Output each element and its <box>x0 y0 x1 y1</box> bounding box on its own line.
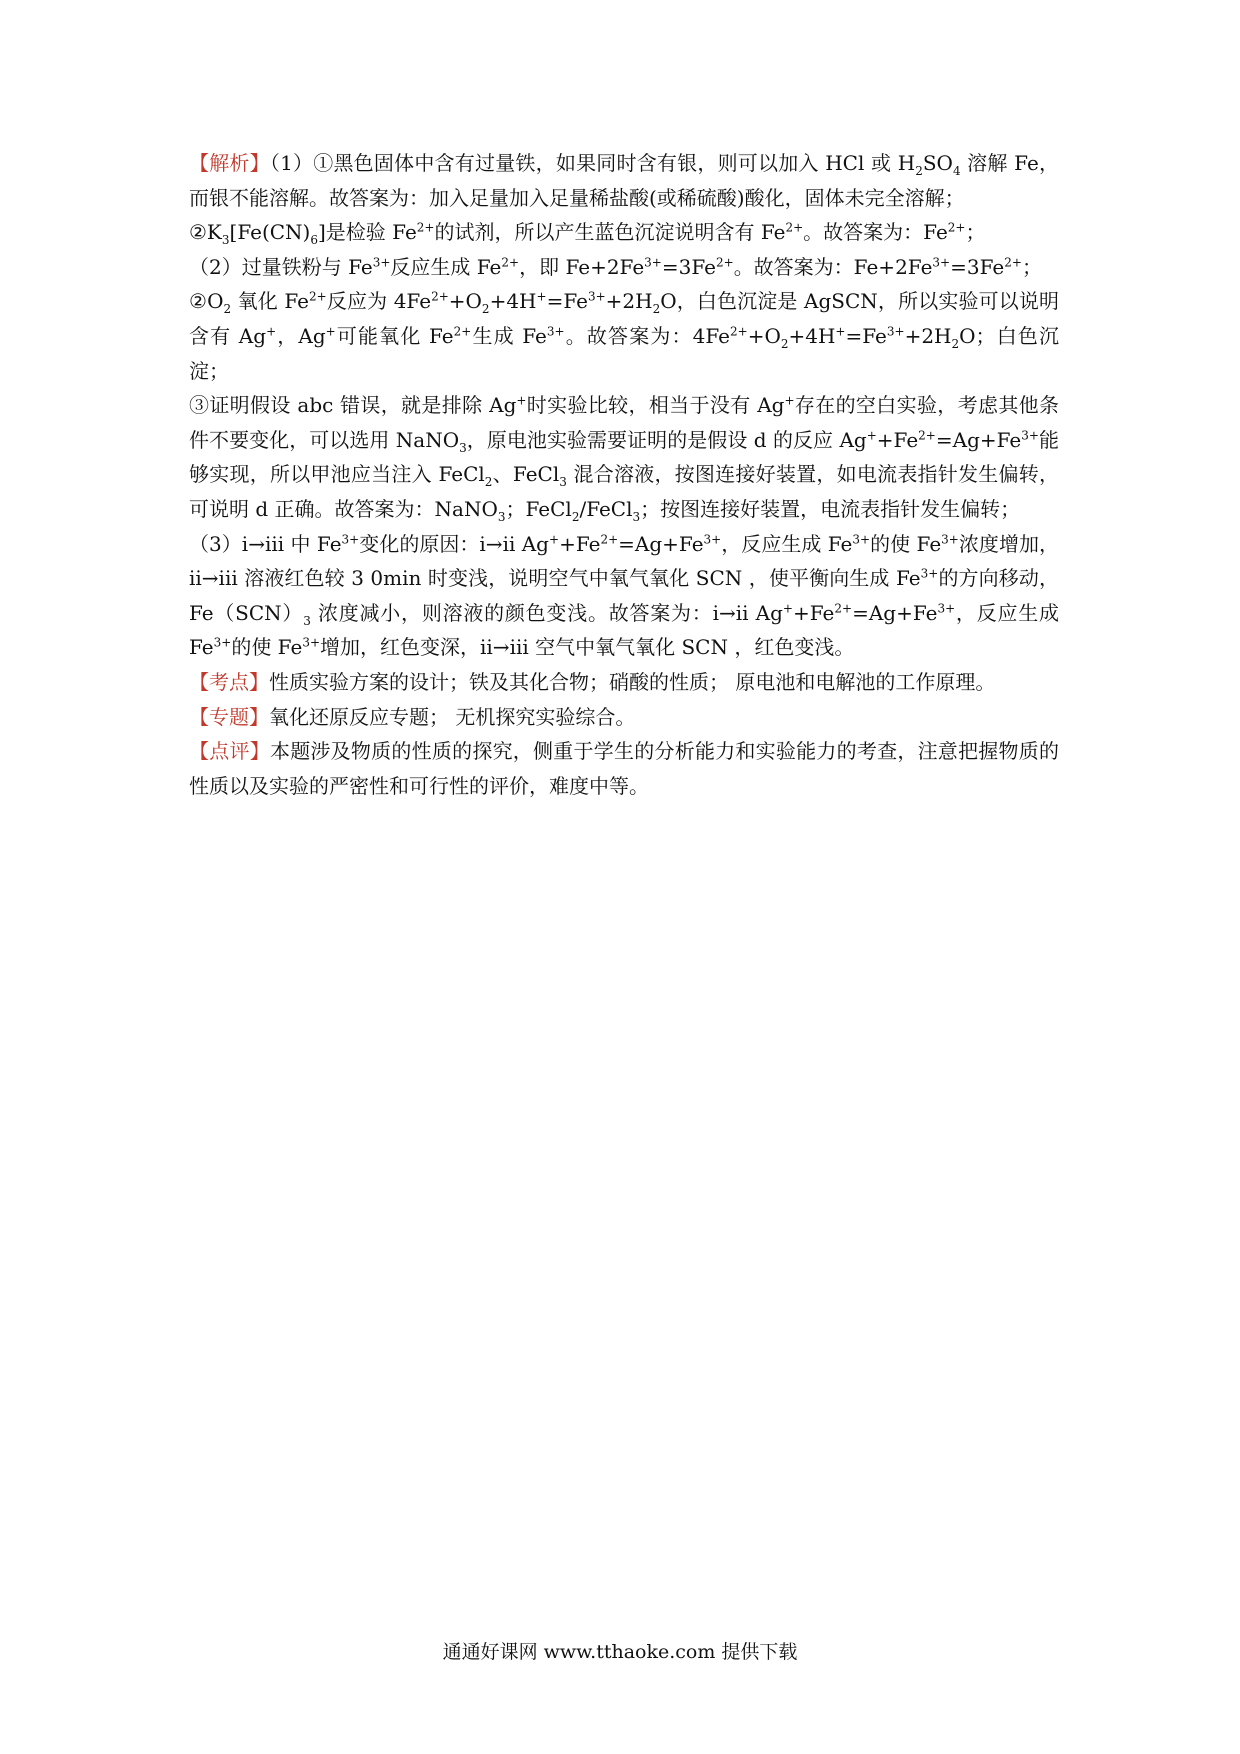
answer-analysis <box>189 146 1059 803</box>
page-footer: 通通好课网 www.tthaoke.com 提供下载 <box>442 1641 798 1663</box>
zhuanti-tag: 【专题】 <box>189 704 269 729</box>
analysis-paragraph-2: $②K_3[Fe(CN)_6]$是检验 $Fe^{2+}$的试剂，所以产生蓝色沉淀说明含有 $Fe^{2+}$。故答案为：$Fe^{2+}$； <box>189 220 986 248</box>
analysis-tag: 【解析】 <box>189 151 270 175</box>
kaodian-tag: 【考点】 <box>189 669 269 694</box>
analysis-paragraph-5: ③证明假设 abc 错误，就是排除 Ag+时实验比较，相当于没有 Ag+存在的空白实验，考虑其他条件不要变化，可以选用 NaNO$_3$，原电池实验需要证明的是假设 d 的反应 $Ag^++Fe^{2+}=Ag+Fe^{3+}$能够实现，所以甲池应当注入 FeCl$_2$、FeCl$_3$ 混合溶液，按图连接好装置，如电流表指针发生偏转，可说明 d 正确。故答案为：NaNO$_3$；FeCl$_2$/FeCl$_3$；按图连接好装置，电流表指针发生偏转； <box>189 393 1060 524</box>
zhuanti-paragraph <box>189 700 1059 735</box>
kaodian-text: 性质实验方案的设计；铁及其化合物；硝酸的性质； 原电池和电解池的工作原理。 <box>269 669 996 694</box>
analysis-paragraph-1: 【解析】（1）①黑色固体中含有过量铁，如果同时含有银，则可以加入 HCl 或 $H_2SO_4$ 溶解 Fe，而银不能溶解。故答案为：加入足量加入足量稀盐酸(或稀硫酸)酸化，固体未完全溶解； <box>189 151 1059 210</box>
kaodian-paragraph <box>189 665 1059 700</box>
dianping-tag: 【点评】 <box>189 739 270 764</box>
analysis-paragraph-3: （2）过量铁粉与 $Fe^{3+}$反应生成 $Fe^{2+}$，即 $Fe+2Fe^{3+}=3Fe^{2+}$。故答案为：$Fe+2Fe^{3+}=3Fe^{2+}$； <box>189 254 1042 279</box>
dianping-paragraph <box>189 734 1059 803</box>
zhuanti-text: 氧化还原反应专题； 无机探究实验综合。 <box>269 704 636 729</box>
analysis-paragraph-4: $②O_2$ 氧化 $Fe^{2+}$反应为 $4Fe^{2+}+O_2+4H^+=Fe^{3+}+2H_2O$，白色沉淀是 AgSCN，所以实验可以说明含有 Ag+，Ag+可能氧化 $Fe^{2+}$生成 $Fe^{3+}$。故答案为：$4Fe^{2+}+O_2+4H^+=Fe^{3+}+2H_2O$；白色沉淀； <box>189 289 1060 383</box>
analysis-paragraph-6: （3）i→iii 中 $Fe^{3+}$变化的原因：i→ii $Ag^++Fe^{2+}=Ag+Fe^{3+}$，反应生成 $Fe^{3+}$的使 $Fe^{3+}$浓度增加，ii→iii 溶液红色较 3 0min 时变浅，说明空气中氧气氧化 SCN ，使平衡向生成 $Fe^{3+}$的方向移动，$Fe(SCN)_3$ 浓度减小，则溶液的颜色变浅。故答案为：i→ii $Ag^++Fe^{2+}=Ag+Fe^{3+}$，反应生成 $Fe^{3+}$的使 $Fe^{3+}$增加，红色变深，ii→iii 空气中氧气氧化 SCN ，红色变浅。 <box>189 531 1060 660</box>
dianping-text: 本题涉及物质的性质的探究，侧重于学生的分析能力和实验能力的考查，注意把握物质的性质以及实验的严密性和可行性的评价，难度中等。 <box>189 739 1060 798</box>
